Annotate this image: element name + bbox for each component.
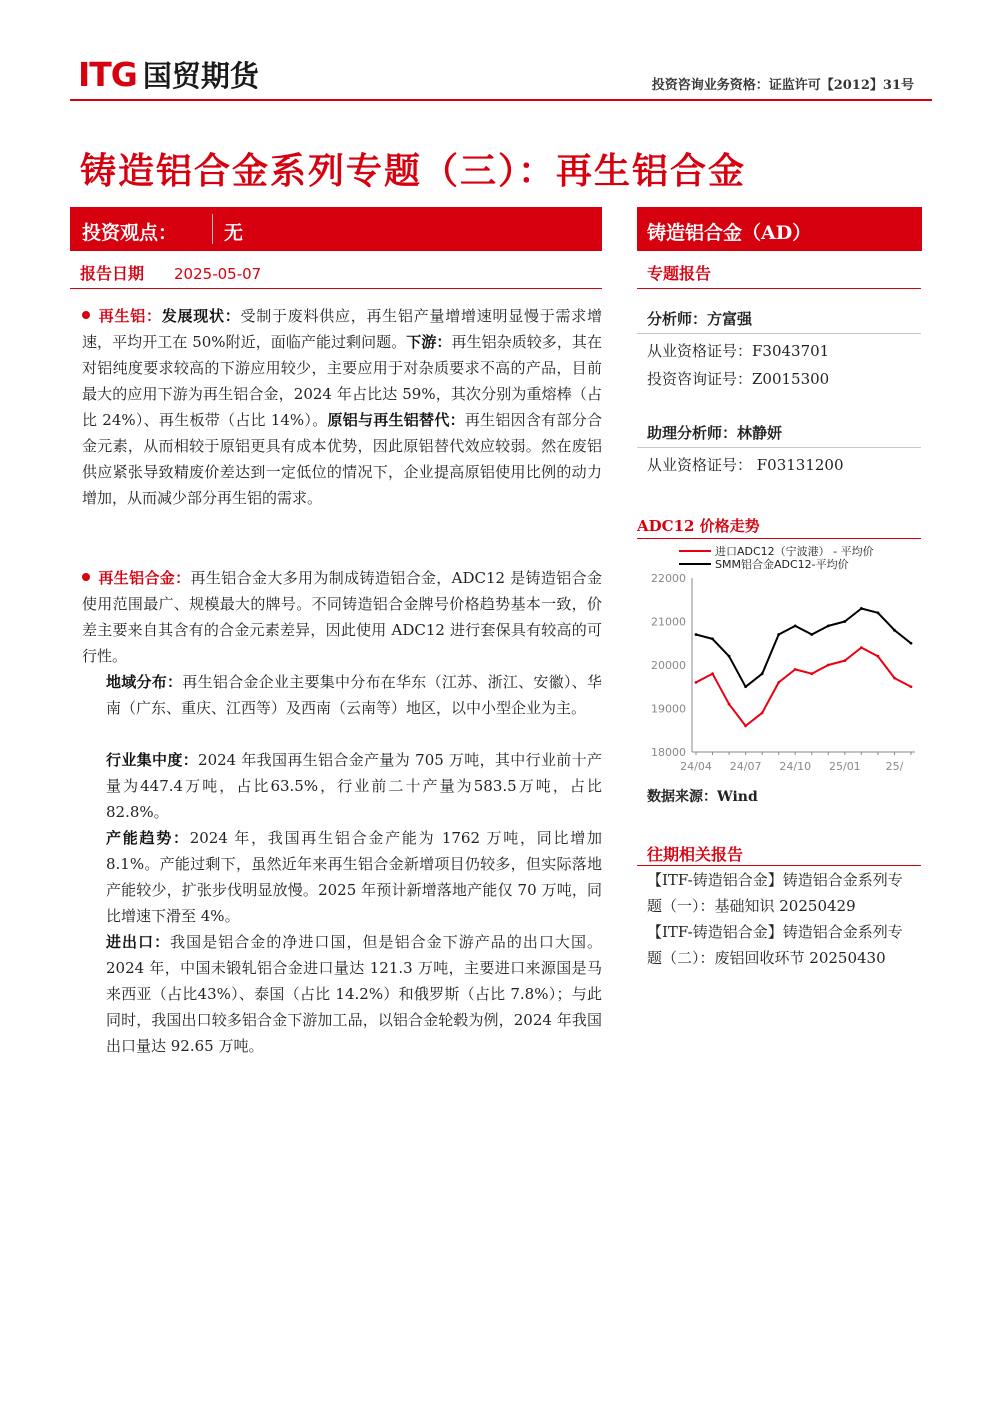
bullet-icon xyxy=(82,573,90,581)
bullet-icon xyxy=(82,311,90,319)
section-recycled-alloy xyxy=(82,565,602,669)
data-point xyxy=(827,664,830,667)
data-point xyxy=(860,646,863,649)
subhead-downstream: 下游： xyxy=(406,333,452,351)
analyst-name: 分析师：方富强 xyxy=(647,310,753,328)
region-paragraph xyxy=(106,669,602,721)
capacity-paragraph xyxy=(106,825,602,929)
report-type: 专题报告 xyxy=(647,264,712,283)
y-tick-label: 21000 xyxy=(651,615,686,629)
license-text: 投资咨询业务资格：证监许可【2012】31号 xyxy=(651,78,914,93)
data-point xyxy=(794,624,797,627)
data-point xyxy=(893,677,896,680)
y-axis xyxy=(651,572,692,759)
past-report-item[interactable]: 【ITF-铸造铝合金】铸造铝合金系列专题（一）：基础知识 20250429 xyxy=(647,871,903,915)
x-tick-label: 24/10 xyxy=(779,760,812,773)
data-point xyxy=(744,725,747,728)
subhead-trade: 进出口： xyxy=(106,933,171,951)
data-point xyxy=(810,672,813,675)
section-tag: 再生铝合金： xyxy=(98,569,191,587)
assistant-analyst-name: 助理分析师：林静妍 xyxy=(647,424,783,442)
x-tick-label: 25/ xyxy=(885,760,904,773)
past-reports-list xyxy=(647,867,917,971)
category-label: 铸造铝合金（AD） xyxy=(647,222,812,244)
y-tick-label: 20000 xyxy=(651,659,686,672)
subhead-capacity: 产能趋势： xyxy=(106,829,190,847)
data-point xyxy=(810,633,813,636)
x-tick-label: 25/01 xyxy=(828,760,861,773)
data-point xyxy=(744,685,747,688)
date-divider xyxy=(70,288,602,289)
data-point xyxy=(877,611,880,614)
data-point xyxy=(827,624,830,627)
adc12-price-chart xyxy=(637,540,927,780)
report-type-divider xyxy=(637,288,921,289)
x-tick-label: 24/04 xyxy=(680,760,712,773)
chart-title-divider xyxy=(637,538,921,539)
subhead-region: 地域分布： xyxy=(106,673,183,691)
subhead-concentration: 行业集中度： xyxy=(106,751,199,769)
category-bar xyxy=(637,207,922,251)
series-line-1 xyxy=(696,609,911,687)
assistant-cert: 从业资格证号： F03131200 xyxy=(647,456,844,474)
series-layer xyxy=(695,607,913,727)
past-reports-title: 往期相关报告 xyxy=(647,845,744,864)
data-point xyxy=(910,685,913,688)
report-date-value: 2025-05-07 xyxy=(174,265,262,283)
legend-import: 进口ADC12（宁波港） - 平均价 xyxy=(715,545,874,558)
x-axis xyxy=(680,752,915,773)
data-point xyxy=(695,633,698,636)
data-point xyxy=(877,655,880,658)
y-tick-label: 19000 xyxy=(651,702,686,716)
data-point xyxy=(728,655,731,658)
chart-title: ADC12 价格走势 xyxy=(637,517,760,535)
y-tick-label: 22000 xyxy=(651,572,686,585)
concentration-paragraph xyxy=(106,747,602,825)
region-text: 再生铝合金企业主要集中分布在华东（江苏、浙江、安徽）、华南（广东、重庆、江西等）及西南（云南等）地区，以中小型企业为主。 xyxy=(106,673,602,717)
header-divider xyxy=(70,99,932,101)
analyst-divider xyxy=(637,333,921,334)
analyst-cert: 从业资格证号：F3043701 xyxy=(647,342,830,360)
data-point xyxy=(777,681,780,684)
data-point xyxy=(893,629,896,632)
data-point xyxy=(843,659,846,662)
y-tick-label: 18000 xyxy=(651,746,686,759)
data-point xyxy=(761,711,764,714)
report-title: 铸造铝合金系列专题（三）：再生铝合金 xyxy=(80,150,747,192)
view-separator xyxy=(212,214,213,244)
section-recycled-al xyxy=(82,303,602,511)
data-point xyxy=(860,607,863,610)
downstream-text: 再生铝杂质较多，其在对铝纯度要求较高的下游应用较少，主要应用于对杂质要求不高的产品，目前最大的应用下游为再生铝合金，2024 年占比达 59%，其次分别为重熔棒（占比 24%）、再生板带（占比 14%）。 xyxy=(82,333,602,429)
data-point xyxy=(711,638,714,641)
subhead-substitution: 原铝与再生铝替代： xyxy=(327,411,465,429)
substitution-text: 再生铝因含有部分合金元素，从而相较于原铝更具有成本优势，因此原铝替代效应较弱。然在废铝供应紧张导致精废价差达到一定低位的情况下，企业提高原铝使用比例的动力增加，从而减少部分再生铝的需求。 xyxy=(82,411,602,507)
chart-legend xyxy=(679,544,874,571)
data-source: 数据来源：Wind xyxy=(647,789,758,805)
data-point xyxy=(794,668,797,671)
data-point xyxy=(711,672,714,675)
logo-itg-text: ITG xyxy=(78,54,137,94)
past-reports-divider xyxy=(637,865,921,866)
company-logo xyxy=(78,56,259,92)
investment-view-bar xyxy=(70,207,602,251)
report-date-row xyxy=(80,261,261,284)
section-tag: 再生铝： xyxy=(98,307,162,325)
legend-smm: SMM铝合金ADC12-平均价 xyxy=(715,558,849,571)
data-point xyxy=(910,642,913,645)
series-line-0 xyxy=(696,648,911,726)
capacity-text: 2024 年，我国再生铝合金产能为 1762 万吨，同比增加 8.1%。产能过剩下，虽然近年来再生铝合金新增项目仍较多，但实际落地产能较少，扩张步伐明显放慢。2025 年预计新增落地产能仅 70 万吨，同比增速下滑至 4%。 xyxy=(106,829,602,925)
trade-text: 我国是铝合金的净进口国，但是铝合金下游产品的出口大国。2024 年，中国未锻轧铝合金进口量达 121.3 万吨，主要进口来源国是马来西亚（占比43%）、泰国（占比 14.2%）和俄罗斯（占比 7.8%）；与此同时，我国出口较多铝合金下游加工品，以铝合金轮毂为例，2024 年我国出口量达 92.65 万吨。 xyxy=(106,933,602,1055)
x-tick-label: 24/07 xyxy=(729,760,762,773)
logo-company-name: 国贸期货 xyxy=(142,58,259,93)
data-point xyxy=(695,681,698,684)
past-report-item[interactable]: 【ITF-铸造铝合金】铸造铝合金系列专题（二）：废铝回收环节 20250430 xyxy=(647,923,903,967)
trade-paragraph xyxy=(106,929,602,1059)
data-point xyxy=(843,620,846,623)
data-point xyxy=(761,672,764,675)
report-date-label: 报告日期 xyxy=(80,264,145,283)
investment-view-label: 投资观点： xyxy=(82,222,178,244)
status-text: 受制于废料供应，再生铝产量增增速明显慢于需求增速，平均开工在 50%附近，面临产能过剩问题。 xyxy=(82,307,602,351)
investment-view-value: 无 xyxy=(224,222,244,244)
subhead-status: 发展现状： xyxy=(161,307,241,325)
data-point xyxy=(728,703,731,706)
alloy-intro-text: 再生铝合金大多用为制成铸造铝合金，ADC12 是铸造铝合金使用范围最广、规模最大的牌号。不同铸造铝合金牌号价格趋势基本一致，价差主要来自其含有的合金元素差异，因此使用 ADC12 进行套保具有较高的可行性。 xyxy=(82,569,602,665)
assistant-divider xyxy=(637,447,921,448)
concentration-text: 2024 年我国再生铝合金产量为 705 万吨，其中行业前十产量为447.4万吨，占比63.5%，行业前二十产量为583.5万吨，占比82.8%。 xyxy=(106,751,602,821)
data-point xyxy=(777,633,780,636)
analyst-consult-cert: 投资咨询证号：Z0015300 xyxy=(647,370,830,388)
